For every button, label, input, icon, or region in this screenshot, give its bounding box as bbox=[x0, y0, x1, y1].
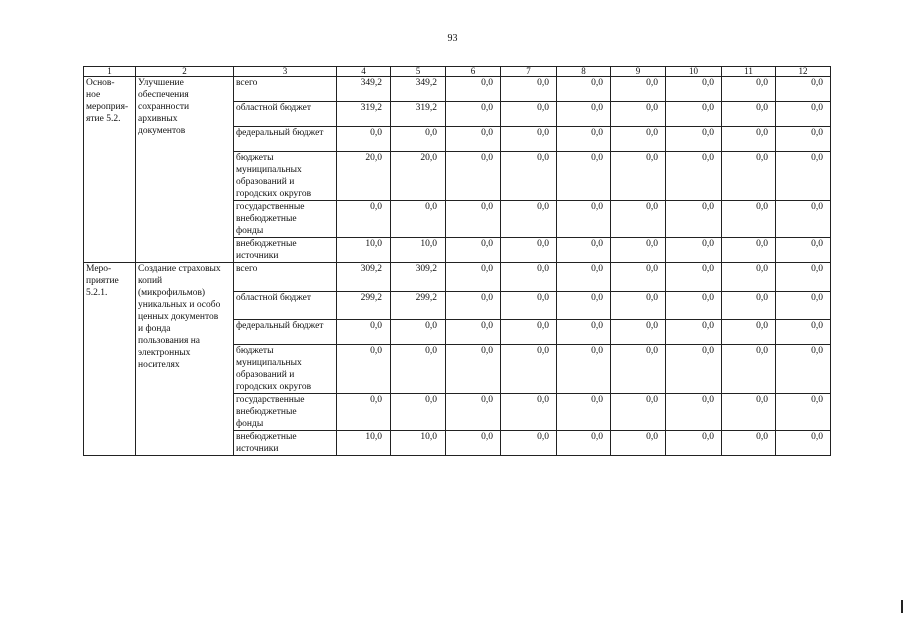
column-number-9: 9 bbox=[611, 67, 666, 77]
column-number-3: 3 bbox=[234, 67, 337, 77]
value-cell: 0,0 bbox=[776, 263, 831, 292]
table-row bbox=[84, 77, 831, 102]
funding-source-cell: бюджеты муниципальных образований и городских округов bbox=[234, 152, 337, 201]
value-cell: 0,0 bbox=[611, 201, 666, 238]
value-cell: 0,0 bbox=[666, 431, 722, 456]
value-cell: 0,0 bbox=[776, 431, 831, 456]
value-cell: 0,0 bbox=[446, 238, 501, 263]
value-cell: 299,2 bbox=[337, 292, 391, 320]
value-cell: 0,0 bbox=[611, 431, 666, 456]
value-cell: 0,0 bbox=[611, 394, 666, 431]
value-cell: 349,2 bbox=[337, 77, 391, 102]
value-cell: 0,0 bbox=[337, 320, 391, 345]
value-cell: 0,0 bbox=[446, 320, 501, 345]
funding-source-cell: областной бюджет bbox=[234, 292, 337, 320]
value-cell: 0,0 bbox=[611, 127, 666, 152]
value-cell: 299,2 bbox=[391, 292, 446, 320]
value-cell: 0,0 bbox=[666, 238, 722, 263]
value-cell: 0,0 bbox=[391, 345, 446, 394]
value-cell: 0,0 bbox=[611, 263, 666, 292]
value-cell: 349,2 bbox=[391, 77, 446, 102]
value-cell: 0,0 bbox=[501, 77, 557, 102]
value-cell: 0,0 bbox=[557, 201, 611, 238]
value-cell: 10,0 bbox=[337, 431, 391, 456]
funding-source-cell: федеральный бюджет bbox=[234, 127, 337, 152]
value-cell: 0,0 bbox=[666, 263, 722, 292]
funding-source-cell: федеральный бюджет bbox=[234, 320, 337, 345]
value-cell: 0,0 bbox=[501, 345, 557, 394]
value-cell: 0,0 bbox=[776, 102, 831, 127]
funding-source-cell: государственные внебюджетные фонды bbox=[234, 394, 337, 431]
value-cell: 0,0 bbox=[666, 127, 722, 152]
budget-table bbox=[83, 66, 831, 456]
value-cell: 0,0 bbox=[611, 320, 666, 345]
value-cell: 309,2 bbox=[337, 263, 391, 292]
event-title-cell: Создание страховых копий (микрофильмов) уникальных и особо ценных документов и фонда пользования на электронных носителях bbox=[136, 263, 234, 456]
event-code-cell: Меро- приятие 5.2.1. bbox=[84, 263, 136, 456]
page-number: 93 bbox=[447, 33, 458, 44]
value-cell: 0,0 bbox=[501, 292, 557, 320]
value-cell: 0,0 bbox=[446, 102, 501, 127]
value-cell: 0,0 bbox=[611, 102, 666, 127]
value-cell: 0,0 bbox=[337, 345, 391, 394]
value-cell: 0,0 bbox=[557, 102, 611, 127]
value-cell: 0,0 bbox=[557, 263, 611, 292]
value-cell: 0,0 bbox=[666, 152, 722, 201]
value-cell: 0,0 bbox=[446, 127, 501, 152]
value-cell: 0,0 bbox=[557, 394, 611, 431]
table-row bbox=[84, 263, 831, 292]
value-cell: 0,0 bbox=[446, 394, 501, 431]
funding-source-cell: государственные внебюджетные фонды bbox=[234, 201, 337, 238]
column-number-2: 2 bbox=[136, 67, 234, 77]
value-cell: 0,0 bbox=[666, 292, 722, 320]
funding-source-cell: внебюджетные источники bbox=[234, 238, 337, 263]
value-cell: 0,0 bbox=[557, 77, 611, 102]
value-cell: 20,0 bbox=[337, 152, 391, 201]
value-cell: 0,0 bbox=[776, 77, 831, 102]
value-cell: 0,0 bbox=[557, 292, 611, 320]
value-cell: 10,0 bbox=[391, 238, 446, 263]
scan-mark bbox=[901, 600, 903, 613]
value-cell: 0,0 bbox=[337, 394, 391, 431]
value-cell: 0,0 bbox=[391, 201, 446, 238]
value-cell: 0,0 bbox=[557, 431, 611, 456]
value-cell: 0,0 bbox=[666, 345, 722, 394]
value-cell: 0,0 bbox=[722, 394, 776, 431]
column-number-11: 11 bbox=[722, 67, 776, 77]
funding-source-cell: областной бюджет bbox=[234, 102, 337, 127]
value-cell: 0,0 bbox=[722, 127, 776, 152]
value-cell: 0,0 bbox=[501, 102, 557, 127]
value-cell: 0,0 bbox=[776, 345, 831, 394]
column-number-6: 6 bbox=[446, 67, 501, 77]
value-cell: 0,0 bbox=[776, 394, 831, 431]
value-cell: 0,0 bbox=[501, 201, 557, 238]
value-cell: 0,0 bbox=[611, 77, 666, 102]
value-cell: 0,0 bbox=[666, 201, 722, 238]
value-cell: 0,0 bbox=[501, 263, 557, 292]
value-cell: 319,2 bbox=[337, 102, 391, 127]
funding-source-cell: всего bbox=[234, 263, 337, 292]
value-cell: 0,0 bbox=[611, 238, 666, 263]
value-cell: 10,0 bbox=[391, 431, 446, 456]
value-cell: 0,0 bbox=[611, 292, 666, 320]
value-cell: 0,0 bbox=[722, 345, 776, 394]
column-number-8: 8 bbox=[557, 67, 611, 77]
value-cell: 0,0 bbox=[557, 238, 611, 263]
column-number-row bbox=[84, 67, 831, 77]
value-cell: 0,0 bbox=[722, 263, 776, 292]
value-cell: 0,0 bbox=[557, 320, 611, 345]
column-number-10: 10 bbox=[666, 67, 722, 77]
event-code-cell: Основ- ное мероприя- ятие 5.2. bbox=[84, 77, 136, 263]
value-cell: 0,0 bbox=[501, 238, 557, 263]
funding-source-cell: бюджеты муниципальных образований и городских округов bbox=[234, 345, 337, 394]
value-cell: 0,0 bbox=[776, 320, 831, 345]
value-cell: 0,0 bbox=[722, 201, 776, 238]
value-cell: 0,0 bbox=[557, 345, 611, 394]
column-number-5: 5 bbox=[391, 67, 446, 77]
funding-source-cell: всего bbox=[234, 77, 337, 102]
value-cell: 0,0 bbox=[337, 127, 391, 152]
value-cell: 319,2 bbox=[391, 102, 446, 127]
value-cell: 0,0 bbox=[666, 394, 722, 431]
value-cell: 0,0 bbox=[722, 77, 776, 102]
value-cell: 0,0 bbox=[776, 238, 831, 263]
value-cell: 0,0 bbox=[446, 77, 501, 102]
value-cell: 0,0 bbox=[501, 152, 557, 201]
value-cell: 0,0 bbox=[446, 201, 501, 238]
value-cell: 309,2 bbox=[391, 263, 446, 292]
value-cell: 0,0 bbox=[776, 127, 831, 152]
value-cell: 0,0 bbox=[391, 320, 446, 345]
value-cell: 0,0 bbox=[722, 102, 776, 127]
event-title-cell: Улучшение обеспечения сохранности архивных документов bbox=[136, 77, 234, 263]
value-cell: 0,0 bbox=[722, 238, 776, 263]
value-cell: 0,0 bbox=[446, 292, 501, 320]
value-cell: 0,0 bbox=[776, 292, 831, 320]
value-cell: 0,0 bbox=[776, 201, 831, 238]
value-cell: 0,0 bbox=[557, 127, 611, 152]
value-cell: 0,0 bbox=[446, 263, 501, 292]
value-cell: 20,0 bbox=[391, 152, 446, 201]
value-cell: 10,0 bbox=[337, 238, 391, 263]
funding-source-cell: внебюджетные источники bbox=[234, 431, 337, 456]
value-cell: 0,0 bbox=[666, 320, 722, 345]
value-cell: 0,0 bbox=[446, 431, 501, 456]
column-number-12: 12 bbox=[776, 67, 831, 77]
value-cell: 0,0 bbox=[557, 152, 611, 201]
value-cell: 0,0 bbox=[776, 152, 831, 201]
value-cell: 0,0 bbox=[391, 127, 446, 152]
value-cell: 0,0 bbox=[337, 201, 391, 238]
value-cell: 0,0 bbox=[446, 152, 501, 201]
value-cell: 0,0 bbox=[501, 394, 557, 431]
value-cell: 0,0 bbox=[722, 152, 776, 201]
value-cell: 0,0 bbox=[446, 345, 501, 394]
column-number-7: 7 bbox=[501, 67, 557, 77]
value-cell: 0,0 bbox=[611, 345, 666, 394]
value-cell: 0,0 bbox=[722, 320, 776, 345]
value-cell: 0,0 bbox=[722, 292, 776, 320]
column-number-4: 4 bbox=[337, 67, 391, 77]
value-cell: 0,0 bbox=[666, 102, 722, 127]
value-cell: 0,0 bbox=[666, 77, 722, 102]
value-cell: 0,0 bbox=[391, 394, 446, 431]
value-cell: 0,0 bbox=[722, 431, 776, 456]
column-number-1: 1 bbox=[84, 67, 136, 77]
value-cell: 0,0 bbox=[501, 320, 557, 345]
value-cell: 0,0 bbox=[501, 431, 557, 456]
value-cell: 0,0 bbox=[611, 152, 666, 201]
value-cell: 0,0 bbox=[501, 127, 557, 152]
